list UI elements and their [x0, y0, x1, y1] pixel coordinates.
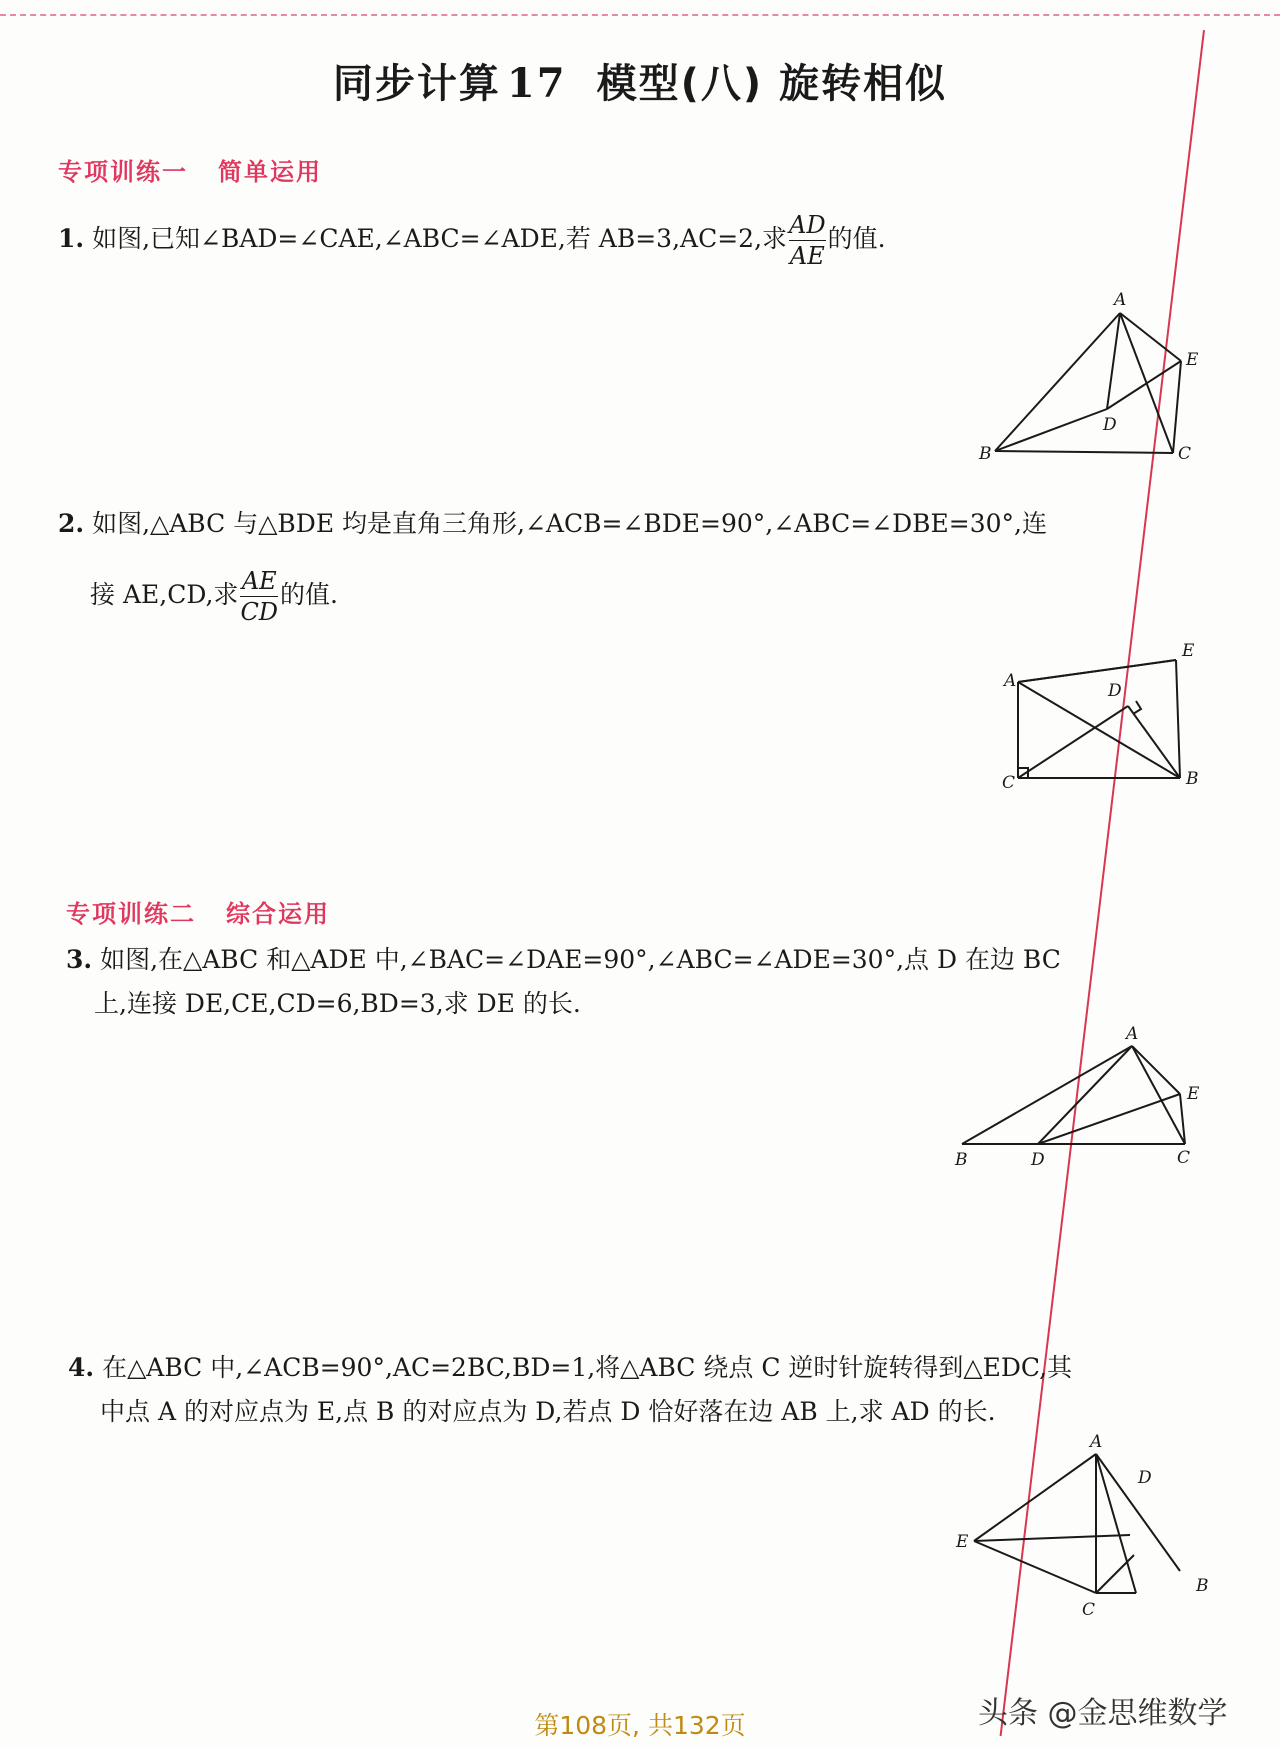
- label-c: C: [1177, 1148, 1191, 1168]
- label-b: B: [1196, 1576, 1209, 1596]
- page-title: 同步计算 17 模型(八) 旋转相似: [332, 60, 948, 107]
- page-footer: 第108页, 共132页: [534, 1711, 746, 1740]
- label-b: B: [955, 1150, 968, 1170]
- watermark: 头条 @金思维数学: [978, 1696, 1228, 1731]
- label-d: D: [1138, 1468, 1152, 1488]
- label-c: C: [1178, 444, 1192, 464]
- section-heading-2: 专项训练二 综合运用: [66, 900, 330, 928]
- figure-2: [990, 640, 1220, 800]
- label-c: C: [1082, 1600, 1096, 1620]
- label-c: C: [1002, 773, 1016, 793]
- question-3: 3. 如图,在△ABC 和△ADE 中,∠BAC=∠DAE=90°,∠ABC=∠ADE=30°,点 D 在边 BC: [66, 945, 1061, 974]
- label-d: D: [1103, 415, 1117, 435]
- question-4-line2: 中点 A 的对应点为 E,点 B 的对应点为 D,若点 D 恰好落在边 AB 上,求 AD 的长.: [100, 1397, 996, 1426]
- fraction-ae-cd: $\frac{AE}{CD}$: [240, 567, 279, 626]
- question-1: 1. 如图,已知∠BAD=∠CAE,∠ABC=∠ADE,若 AB=3,AC=2,求 $\frac{AD}{AE}$ 的值.: [58, 211, 886, 270]
- label-a: A: [1126, 1024, 1139, 1044]
- top-dashed-line: [0, 14, 1280, 16]
- fraction-ad-ae: $\frac{AD}{AE}$: [789, 211, 826, 270]
- label-e: E: [1182, 641, 1195, 661]
- question-3-line2: 上,连接 DE,CE,CD=6,BD=3,求 DE 的长.: [94, 989, 581, 1018]
- label-e: E: [956, 1532, 969, 1552]
- label-b: B: [1186, 769, 1199, 789]
- label-b: B: [979, 444, 992, 464]
- question-4: 4. 在△ABC 中,∠ACB=90°,AC=2BC,BD=1,将△ABC 绕点 C 逆时针旋转得到△EDC,其: [68, 1353, 1073, 1382]
- figure-3: [945, 1025, 1205, 1175]
- label-a: A: [1114, 290, 1127, 310]
- label-d: D: [1031, 1150, 1045, 1170]
- label-e: E: [1187, 1084, 1200, 1104]
- figure-4: [940, 1432, 1220, 1635]
- label-a: A: [1090, 1432, 1103, 1452]
- label-d: D: [1108, 681, 1122, 701]
- label-a: A: [1004, 671, 1017, 691]
- label-e: E: [1186, 350, 1199, 370]
- question-2: 2. 如图,△ABC 与△BDE 均是直角三角形,∠ACB=∠BDE=90°,∠ABC=∠DBE=30°,连: [58, 509, 1047, 538]
- figure-1: [975, 285, 1215, 465]
- section-heading-1: 专项训练一 简单运用: [58, 158, 322, 186]
- question-2-line2: 接 AE,CD,求 $\frac{AE}{CD}$ 的值.: [90, 567, 338, 626]
